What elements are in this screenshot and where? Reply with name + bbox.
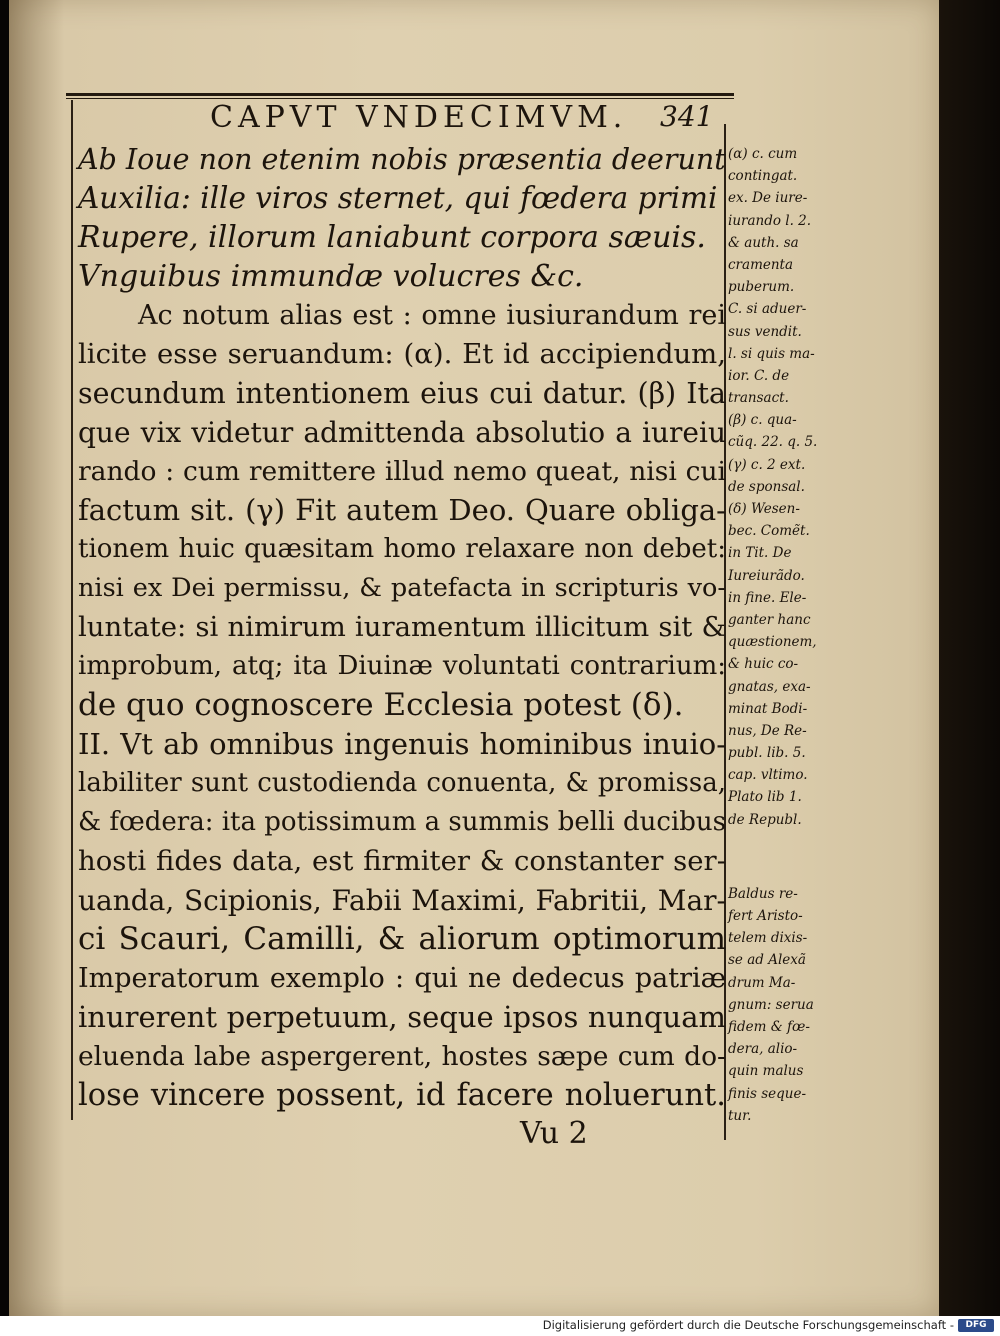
text-line: luntate: si nimirum iuramentum illicitum sit & xyxy=(78,611,726,643)
scan-right-edge xyxy=(939,0,1000,1316)
footer-credit: Digitalisierung gefördert durch die Deutsche Forschungsgemeinschaft - xyxy=(542,1318,954,1332)
text-line: hosti fides data, est firmiter & constanter ser- xyxy=(78,845,726,877)
text-line: lose vincere possent, id facere noluerunt. xyxy=(78,1078,726,1113)
side-note-line: C. si aduer- xyxy=(728,301,807,318)
text-line: factum sit. (γ) Fit autem Deo. Quare obliga- xyxy=(78,493,726,527)
side-note-line: iurando l. 2. xyxy=(728,212,812,229)
text-line: uanda, Scipionis, Fabii Maximi, Fabritii, Mar- xyxy=(78,884,726,917)
header-rule xyxy=(66,93,734,96)
text-line: ci Scauri, Camilli, & aliorum optimorum xyxy=(78,921,726,957)
side-note-line: sus vendit. xyxy=(728,323,802,340)
text-line: & fœdera: ita potissimum a summis belli ducibus xyxy=(78,807,726,837)
side-note-line: quin malus xyxy=(728,1063,804,1080)
side-note-line: in fine. Ele- xyxy=(728,589,807,606)
side-note-line: gnum: serua xyxy=(728,996,814,1013)
side-note-line: Baldus re- xyxy=(728,885,798,902)
side-note-line: drum Ma- xyxy=(728,974,796,991)
side-note-line: Plato lib 1. xyxy=(728,789,802,806)
side-note-line: publ. lib. 5. xyxy=(728,745,806,762)
text-line: II. Vt ab omnibus ingenuis hominibus inuio- xyxy=(78,727,726,761)
text-line: Vnguibus immundæ volucres &c. xyxy=(78,259,584,294)
text-line: Ab Ioue non etenim nobis præsentia deerunt xyxy=(78,143,726,176)
text-line: licite esse seruandum: (α). Et id accipiendum, xyxy=(78,338,726,370)
text-line: Auxilia: ille viros sternet, qui fœdera primi xyxy=(78,181,718,215)
side-note-line: bec. Comẽt. xyxy=(728,523,810,540)
side-note-line: ganter hanc xyxy=(728,611,811,628)
header-rule-thin xyxy=(66,98,734,99)
digitization-footer xyxy=(0,1316,1000,1336)
side-note-line: transact. xyxy=(728,390,789,407)
catchword: Vu 2 xyxy=(520,1116,588,1151)
left-margin-rule xyxy=(71,100,73,1120)
text-line: rando : cum remittere illud nemo queat, nisi cui xyxy=(78,456,726,487)
side-note-line: telem dixis- xyxy=(728,930,808,947)
side-note-line: l. si quis ma- xyxy=(728,345,815,362)
side-note-line: de Republ. xyxy=(728,811,802,828)
text-line: labiliter sunt custodienda conuenta, & promissa, xyxy=(78,768,726,798)
text-line: Imperatorum exemplo : qui ne dedecus patriæ xyxy=(78,963,726,994)
side-note-line: (α) c. cum xyxy=(728,146,798,162)
side-note-line: cramenta xyxy=(728,256,794,273)
text-line: Rupere, illorum laniabunt corpora sæuis. xyxy=(78,220,706,255)
side-note-line: minat Bodi- xyxy=(728,700,808,717)
side-note-line: quæstionem, xyxy=(728,634,817,651)
side-note-line: (δ) Wesen- xyxy=(728,501,800,517)
text-line: nisi ex Dei permissu, & patefacta in scripturis vo- xyxy=(78,573,726,603)
side-note-line: in Tit. De xyxy=(728,545,792,562)
text-line: eluenda labe aspergerent, hostes sæpe cum do- xyxy=(78,1041,726,1072)
text-line: secundum intentionem eius cui datur. (β) Ita xyxy=(78,377,726,410)
page-gutter-shadow xyxy=(9,0,64,1316)
side-note-line: fidem & fœ- xyxy=(728,1018,810,1035)
text-line: inurerent perpetuum, seque ipsos nunquam xyxy=(78,1000,726,1034)
dfg-logo-icon: DFG xyxy=(958,1319,994,1332)
side-note-line: nus, De Re- xyxy=(728,722,807,739)
side-note-line: cap. vltimo. xyxy=(728,767,808,784)
side-note-gap xyxy=(728,831,840,883)
main-text xyxy=(78,140,726,1115)
side-note-line: fert Aristo- xyxy=(728,908,803,924)
side-note-line: gnatas, exa- xyxy=(728,678,811,695)
side-note-line: ior. C. de xyxy=(728,367,790,384)
side-note-line: finis seque- xyxy=(728,1085,807,1102)
side-note-line: contingat. xyxy=(728,168,798,185)
side-note-line: & auth. sa xyxy=(728,234,799,251)
side-note-line: de sponsal. xyxy=(728,478,805,495)
side-note-line: dera, alio- xyxy=(728,1041,798,1058)
page-number: 341 xyxy=(660,100,714,133)
marginal-notes xyxy=(728,143,840,1127)
text-line: tionem huic quæsitam homo relaxare non debet: xyxy=(78,534,726,564)
side-note-line: ex. De iure- xyxy=(728,190,808,207)
side-note-line: tur. xyxy=(728,1107,752,1124)
text-line: de quo cognoscere Ecclesia potest (δ). xyxy=(78,687,684,723)
text-line: Ac notum alias est : omne iusiurandum rei xyxy=(138,300,726,331)
side-note-line: (γ) c. 2 ext. xyxy=(728,456,806,473)
running-title: CAPVT VNDECIMVM. xyxy=(210,100,628,135)
side-note-line: cũq. 22. q. 5. xyxy=(728,434,818,451)
side-note-line: & huic co- xyxy=(728,656,799,673)
text-line: que vix videtur admittenda absolutio a iureiu xyxy=(78,416,726,449)
scan-left-edge xyxy=(0,0,9,1316)
side-note-line: Iureiurãdo. xyxy=(728,567,805,584)
text-line: improbum, atq; ita Diuinæ voluntati contrarium: xyxy=(78,651,726,681)
side-note-line: (β) c. qua- xyxy=(728,412,797,429)
side-note-line: puberum. xyxy=(728,279,795,296)
side-note-line: se ad Alexã xyxy=(728,952,806,969)
